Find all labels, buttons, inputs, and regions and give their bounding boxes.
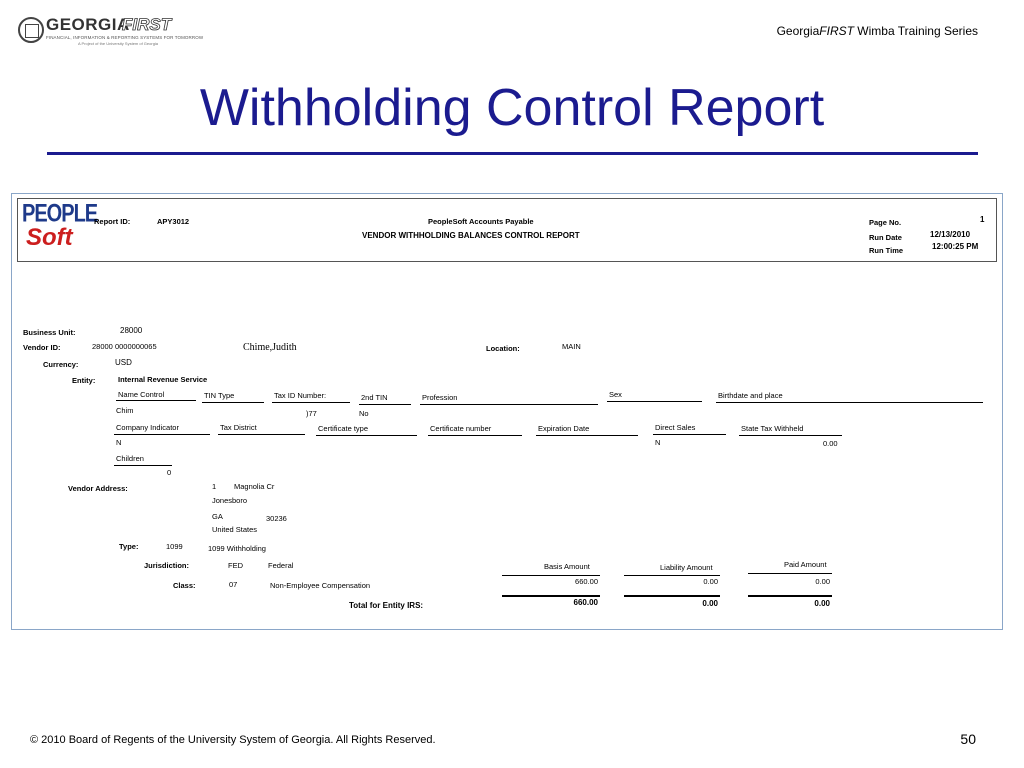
run-time-label: Run Time [869,246,904,255]
report-name: VENDOR WITHHOLDING BALANCES CONTROL REPORT [362,231,580,240]
type-desc: 1099 Withholding [208,544,266,553]
vendor-address-label: Vendor Address: [68,484,128,493]
type-label: Type: [119,542,139,551]
business-unit: 28000 [120,326,143,335]
business-unit-label: Business Unit: [23,328,76,337]
address-line1-num: 1 [212,482,217,491]
total-liability: 0.00 [702,599,718,608]
jurisdiction-desc: Federal [268,561,294,570]
underline [272,402,350,403]
total-rule [748,595,832,597]
seal-icon [18,17,44,43]
underline [114,465,172,466]
underline [502,575,600,576]
name-control-value: Chim [116,406,134,415]
second-tin-value: No [359,409,369,418]
underline [624,575,720,576]
paid-amount-label: Paid Amount [784,560,827,569]
currency: USD [115,358,132,367]
report-id: APY3012 [157,217,190,226]
series-suffix: Wimba Training Series [853,24,978,38]
page-value: 1 [980,215,985,224]
jurisdiction-label: Jurisdiction: [144,561,190,570]
total-rule [502,595,600,597]
jurisdiction-code: FED [228,561,243,570]
series-label [777,24,978,38]
slide-number: 50 [960,731,976,747]
tax-id-label: Tax ID Number: [274,391,327,400]
tin-type-label: TIN Type [204,391,235,400]
basis-amount: 660.00 [575,577,598,586]
tax-id-value: )77 [306,409,317,418]
peoplesoft-logo [20,198,98,256]
location-label: Location: [486,344,520,353]
underline [359,404,411,405]
underline [716,402,983,403]
total-basis: 660.00 [573,598,598,607]
series-italic: FIRST [819,24,854,38]
vendor-id-label: Vendor ID: [23,343,61,352]
underline [114,434,210,435]
vendor-name: Chime,Judith [243,342,297,353]
logo-tagline-2: A Project of the University System of Georgia [78,41,159,46]
underline [116,400,196,401]
type-code: 1099 [166,542,183,551]
class-label: Class: [173,581,196,590]
logo-word: GEORGIA [46,15,130,34]
class-code: 07 [229,580,238,589]
underline [607,401,702,402]
company-indicator-label: Company Indicator [116,423,179,432]
expiration-label: Expiration Date [538,424,590,433]
entity-label: Entity: [72,376,96,385]
birth-label: Birthdate and place [718,391,783,400]
logo-tagline: FINANCIAL, INFORMATION & REPORTING SYSTEMS FOR TOMORROW [46,35,204,40]
cert-number-label: Certificate number [430,424,492,433]
direct-sales-label: Direct Sales [655,423,696,432]
total-paid: 0.00 [814,599,830,608]
run-date: 12/13/2010 [930,230,971,239]
state-tax-label: State Tax Withheld [741,424,804,433]
title-rule [47,152,978,155]
underline [218,434,305,435]
vendor-id: 28000 0000000065 [92,342,157,351]
basis-amount-label: Basis Amount [544,562,590,571]
address-state: GA [212,512,223,521]
name-control-label: Name Control [118,390,165,399]
total-rule [624,595,720,597]
address-zip: 30236 [266,514,287,523]
second-tin-label: 2nd TIN [361,393,388,402]
underline [316,435,417,436]
underline [428,435,522,436]
report-id-label: Report ID: [94,217,131,226]
series-prefix: Georgia [776,24,820,38]
children-label: Children [116,454,144,463]
company-indicator-value: N [116,438,122,447]
underline [536,435,638,436]
run-time: 12:00:25 PM [932,242,979,251]
georgia-first-logo [18,14,204,46]
liability-amount: 0.00 [703,577,718,586]
underline [653,434,726,435]
address-line1: Magnolia Cr [234,482,275,491]
total-label: Total for Entity IRS: [349,601,424,610]
class-desc: Non-Employee Compensation [270,581,371,590]
page-label: Page No. [869,218,902,227]
address-city: Jonesboro [212,496,248,505]
underline [739,435,842,436]
report-app: PeopleSoft Accounts Payable [428,217,534,226]
sex-label: Sex [609,390,622,399]
location: MAIN [562,342,581,351]
run-date-label: Run Date [869,233,902,242]
underline [748,573,832,574]
logo-word-first: FIRST [122,15,172,34]
entity: Internal Revenue Service [118,375,208,384]
slide-title: Withholding Control Report [199,79,825,137]
liability-amount-label: Liability Amount [660,563,713,572]
underline [420,404,598,405]
paid-amount: 0.00 [815,577,830,586]
currency-label: Currency: [43,360,79,369]
underline [202,402,264,403]
tax-district-label: Tax District [220,423,257,432]
address-country: United States [212,525,258,534]
profession-label: Profession [422,393,458,402]
peoplesoft-logo-top: PEOPLE [22,200,98,228]
children-value: 0 [167,468,172,477]
direct-sales-value: N [655,438,661,447]
peoplesoft-logo-bottom: Soft [26,224,73,251]
report-header-box [17,198,997,262]
state-tax-value: 0.00 [823,439,838,448]
copyright-footer: © 2010 Board of Regents of the University System of Georgia. All Rights Reserved. [30,734,436,746]
cert-type-label: Certificate type [318,424,369,433]
